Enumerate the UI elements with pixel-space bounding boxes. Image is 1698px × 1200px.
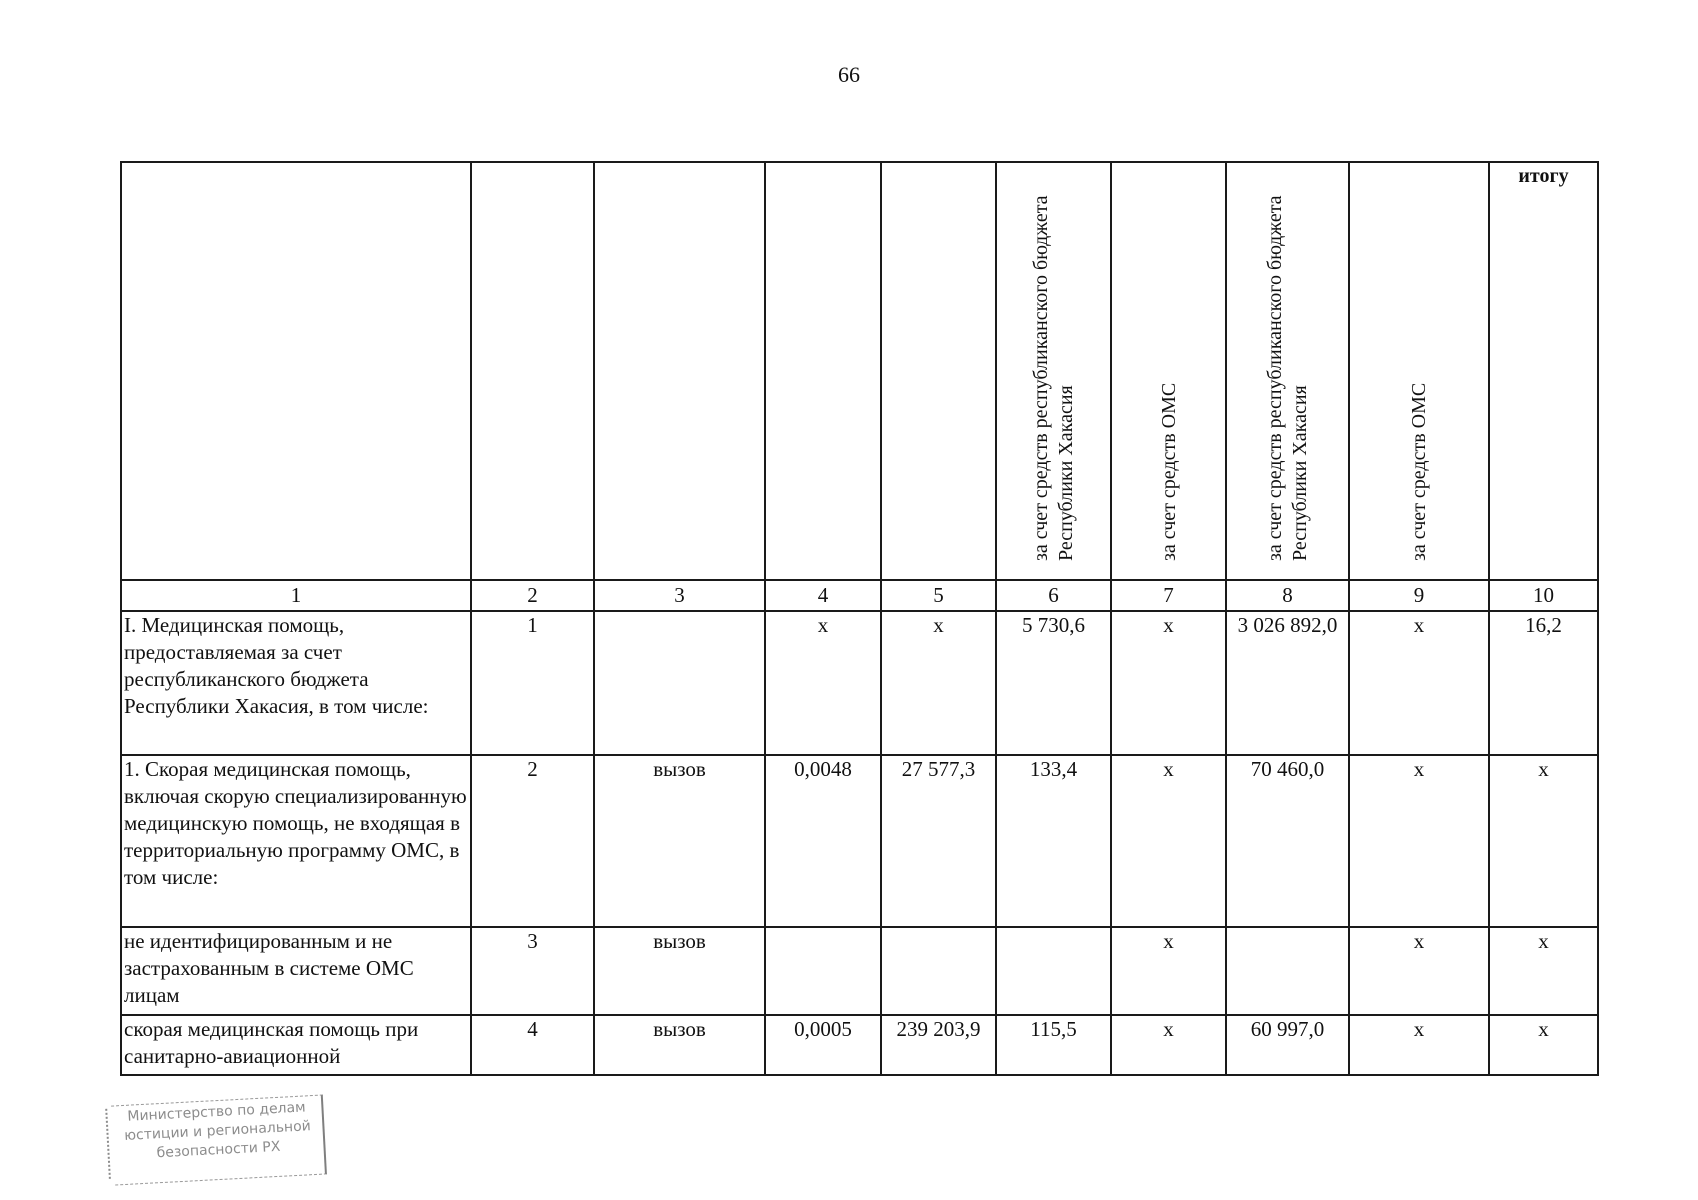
row-cell-9: х (1349, 1015, 1489, 1075)
row-line-number: 1 (471, 611, 594, 755)
row-name: 1. Скорая медицинская помощь, включая скорую специализированную медицинскую помощь, не входящая в территориальную программу ОМС, в том числе: (121, 755, 471, 927)
row-cell-7: х (1111, 755, 1226, 927)
row-cell-7: х (1111, 1015, 1226, 1075)
header-label-8: за счет средств республиканского бюджета Республики Хакасия (1263, 195, 1311, 561)
row-cell-8: 3 026 892,0 (1226, 611, 1349, 755)
table-row (121, 927, 1598, 1015)
row-cell-10: х (1489, 927, 1598, 1015)
row-unit: вызов (594, 1015, 765, 1075)
page-number: 66 (838, 62, 860, 87)
column-number: 10 (1489, 580, 1598, 611)
column-number: 8 (1226, 580, 1349, 611)
column-number: 4 (765, 580, 881, 611)
header-cell-10 (1489, 162, 1598, 580)
row-cell-8 (1226, 927, 1349, 1015)
row-cell-7: х (1111, 611, 1226, 755)
row-unit: вызов (594, 755, 765, 927)
row-cell-9: х (1349, 755, 1489, 927)
header-cell-2 (471, 162, 594, 580)
header-cell-1 (121, 162, 471, 580)
row-cell-5: х (881, 611, 996, 755)
table-row (121, 755, 1598, 927)
header-cell-4 (765, 162, 881, 580)
row-cell-5: 239 203,9 (881, 1015, 996, 1075)
header-cell-3 (594, 162, 765, 580)
row-cell-6: 133,4 (996, 755, 1111, 927)
column-number: 6 (996, 580, 1111, 611)
row-cell-10: х (1489, 755, 1598, 927)
row-cell-6 (996, 927, 1111, 1015)
stamp-line-3: безопасности РХ (156, 1138, 281, 1162)
row-cell-8: 70 460,0 (1226, 755, 1349, 927)
column-number: 7 (1111, 580, 1226, 611)
header-label-10: итогу (1518, 165, 1569, 187)
header-cell-7 (1111, 162, 1226, 580)
row-cell-6: 115,5 (996, 1015, 1111, 1075)
row-line-number: 3 (471, 927, 594, 1015)
row-unit: вызов (594, 927, 765, 1015)
row-name: I. Медицинская помощь, предоставляемая за счет республиканского бюджета Республики Хакасия, в том числе: (121, 611, 471, 755)
header-cell-9 (1349, 162, 1489, 580)
column-number-row (121, 580, 1598, 611)
header-label-7: за счет средств ОМС (1157, 382, 1179, 561)
row-line-number: 4 (471, 1015, 594, 1075)
header-label-9: за счет средств ОМС (1407, 382, 1430, 561)
row-line-number: 2 (471, 755, 594, 927)
row-cell-4: 0,0048 (765, 755, 881, 927)
column-number: 5 (881, 580, 996, 611)
header-cell-6 (996, 162, 1111, 580)
row-cell-10: х (1489, 1015, 1598, 1075)
row-unit (594, 611, 765, 755)
table-row (121, 611, 1598, 755)
row-cell-5: 27 577,3 (881, 755, 996, 927)
row-cell-8: 60 997,0 (1226, 1015, 1349, 1075)
row-cell-4: х (765, 611, 881, 755)
column-number: 3 (594, 580, 765, 611)
header-cell-5 (881, 162, 996, 580)
stamp-line-2: юстиции и региональной (123, 1118, 312, 1144)
row-name: скорая медицинская помощь при санитарно-авиационной (121, 1015, 471, 1075)
header-label-6: за счет средств республиканского бюджета Республики Хакасия (1029, 195, 1077, 561)
table-row (121, 1015, 1598, 1075)
row-cell-4: 0,0005 (765, 1015, 881, 1075)
column-number: 2 (471, 580, 594, 611)
budget-table (120, 161, 1599, 1076)
row-cell-9: х (1349, 927, 1489, 1015)
column-number: 9 (1349, 580, 1489, 611)
row-cell-6: 5 730,6 (996, 611, 1111, 755)
column-number: 1 (121, 580, 471, 611)
ministry-stamp (111, 1095, 327, 1186)
row-cell-5 (881, 927, 996, 1015)
header-cell-8 (1226, 162, 1349, 580)
row-name: не идентифицированным и не застрахованным в системе ОМС лицам (121, 927, 471, 1015)
row-cell-4 (765, 927, 881, 1015)
row-cell-9: х (1349, 611, 1489, 755)
row-cell-10: 16,2 (1489, 611, 1598, 755)
row-cell-7: х (1111, 927, 1226, 1015)
table-header-row (121, 162, 1598, 580)
stamp-line-1: Министерство по делам (127, 1099, 307, 1125)
